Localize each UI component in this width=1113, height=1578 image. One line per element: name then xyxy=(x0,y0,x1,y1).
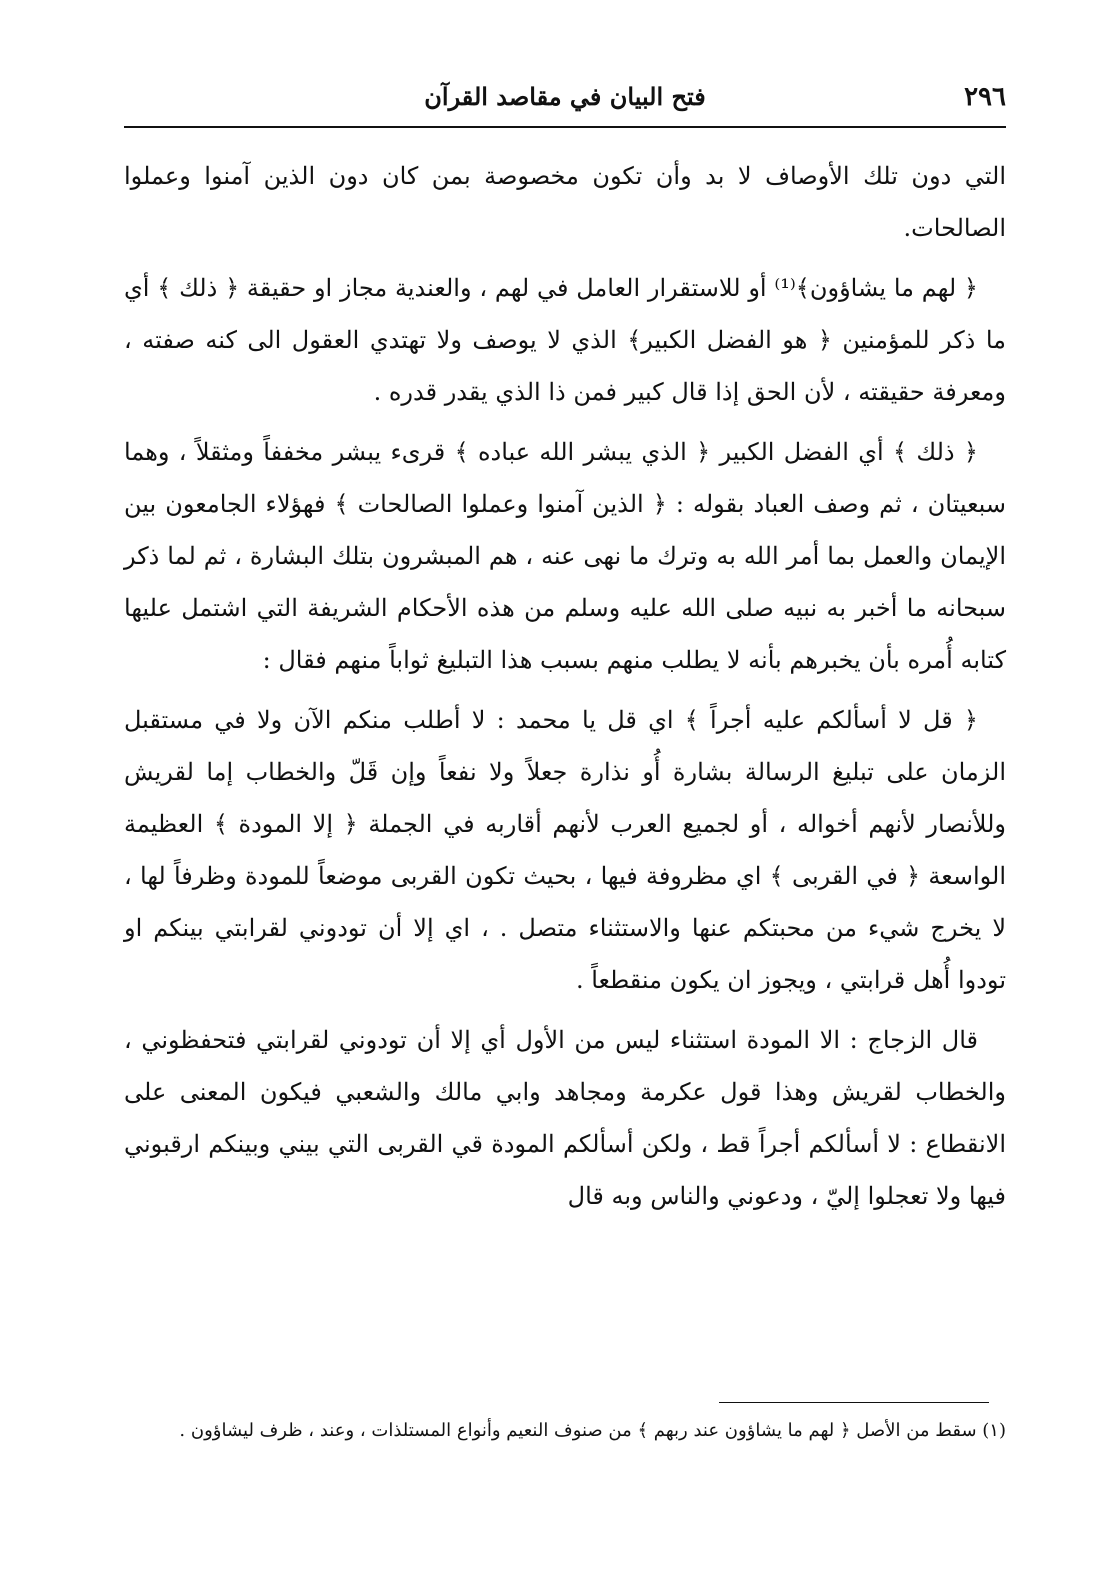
paragraph: ﴿ لهم ما يشاؤون﴾⁽¹⁾ أو للاستقرار العامل في لهم ، والعندية مجاز او حقيقة ﴿ ذلك ﴾ أي ما ذكر للمؤمنين ﴿ هو الفضل الكبير﴾ الذي لا يوصف ولا تهتدي العقول الى كنه صفته ، ومعرفة حقيقته ، لأن الحق إذا قال كبير فمن ذا الذي يقدر قدره . xyxy=(124,274,1006,406)
footnote-marker: (١) xyxy=(982,1420,1006,1441)
paragraph: ﴿ قل لا أسألكم عليه أجراً ﴾ اي قل يا محمد : لا أطلب منكم الآن ولا في مستقبل الزمان على تبليغ الرسالة بشارة أُو نذارة جعلاً ولا نفعاً وإن قَلّ والخطاب إما لقريش وللأنصار لأنهم أخواله ، أو لجميع العرب لأنهم أقاربه في الجملة ﴿ إلا المودة ﴾ العظيمة الواسعة ﴿ في القربى ﴾ اي مظروفة فيها ، بحيث تكون القربى موضعاً للمودة وظرفاً لها ، لا يخرج شيء من محبتكم عنها والاستثناء متصل . ، اي إلا أن تودوني لقرابتي بينكم او تودوا أُهل قرابتي ، ويجوز ان يكون منقطعاً . xyxy=(124,706,1006,994)
footnote xyxy=(124,1414,1006,1448)
footnote-text: سقط من الأصل ﴿ لهم ما يشاؤون عند ربهم ﴾ من صنوف النعيم وأنواع المستلذات ، وعند ، ظرف ليشاؤون . xyxy=(179,1420,977,1441)
page-number: ٢٩٦ xyxy=(964,82,1006,112)
running-title: فتح البيان في مقاصد القرآن xyxy=(424,82,706,111)
paragraph: قال الزجاج : الا المودة استثناء ليس من الأول أي إلا أن تودوني لقرابتي فتحفظوني ، والخطاب لقريش وهذا قول عكرمة ومجاهد وابي مالك والشعبي فيكون المعنى على الانقطاع : لا أسألكم أجراً قط ، ولكن أسألكم المودة قي القربى التي بيني وبينكم ارقبوني فيها ولا تعجلوا إليّ ، ودعوني والناس وبه قال xyxy=(124,1026,1006,1210)
page-header xyxy=(124,78,1006,128)
paragraph: ﴿ ذلك ﴾ أي الفضل الكبير ﴿ الذي يبشر الله عباده ﴾ قرىء يبشر مخففاً ومثقلاً ، وهما سبعيتان ، ثم وصف العباد بقوله : ﴿ الذين آمنوا وعملوا الصالحات ﴾ فهؤلاء الجامعون بين الإيمان والعمل بما أمر الله به وترك ما نهى عنه ، هم المبشرون بتلك البشارة ، ثم لما ذكر سبحانه ما أخبر به نبيه صلى الله عليه وسلم من هذه الأحكام الشريفة التي اشتمل عليها كتابه أُمره بأن يخبرهم بأنه لا يطلب منهم بسبب هذا التبليغ ثواباً منهم فقال : xyxy=(124,438,1007,674)
paragraph: التي دون تلك الأوصاف لا بد وأن تكون مخصوصة بمن كان دون الذين آمنوا وعملوا الصالحات. xyxy=(124,162,1006,242)
footnote-divider xyxy=(719,1402,989,1403)
main-text xyxy=(124,150,1006,1230)
